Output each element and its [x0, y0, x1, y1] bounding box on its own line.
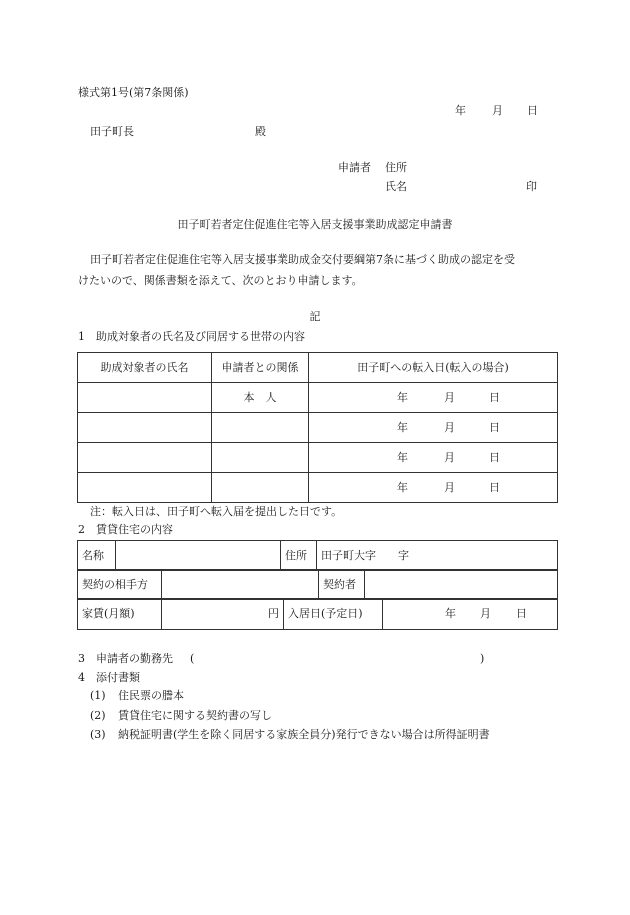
month-label: 月: [444, 450, 455, 464]
move-in-date-label: 入居日(予定日): [284, 599, 383, 630]
household-header-row: [78, 353, 558, 383]
rental-address-label: 住所: [281, 541, 317, 571]
year-label: 年: [397, 390, 408, 404]
date-day: 日: [527, 104, 538, 117]
year-label: 年: [445, 607, 456, 620]
applicant-name-label: 氏名: [385, 180, 407, 193]
table-row: [78, 413, 558, 443]
year-label: 年: [397, 420, 408, 434]
rental-table-row3: [77, 598, 558, 630]
day-label: 日: [489, 480, 500, 494]
household-table: [77, 352, 558, 503]
yen-unit: 円: [268, 607, 279, 620]
month-label: 月: [444, 390, 455, 404]
move-in-date-cell[interactable]: [309, 443, 558, 473]
move-in-date-cell[interactable]: [309, 473, 558, 503]
name-cell[interactable]: [78, 383, 212, 413]
table-row: [78, 473, 558, 503]
table-row: [78, 383, 558, 413]
ki-mark: 記: [309, 310, 321, 323]
move-in-date-cell[interactable]: [309, 413, 558, 443]
document-title: 田子町若者定住促進住宅等入居支援事業助成認定申請書: [177, 218, 453, 231]
month-label: 月: [444, 420, 455, 434]
rental-table-row2: [77, 569, 558, 600]
recipient-name: 田子町長: [90, 125, 134, 138]
attachment-num: (1): [90, 689, 106, 702]
col-header-name: 助成対象者の氏名: [78, 353, 212, 383]
employer-close-paren: ): [480, 652, 485, 665]
table-row: [78, 570, 558, 600]
move-in-note: 注：転入日は、田子町へ転入届を提出した日です。: [90, 505, 343, 518]
attachment-text: 賃貸住宅に関する契約書の写し: [118, 709, 272, 722]
col-header-relation: 申請者との関係: [212, 353, 309, 383]
year-label: 年: [397, 450, 408, 464]
rental-name-label: 名称: [78, 541, 116, 571]
relation-cell[interactable]: [212, 413, 309, 443]
body-line-1: 田子町若者定住促進住宅等入居支援事業助成金交付要綱第7条に基づく助成の認定を受: [90, 253, 515, 266]
year-label: 年: [397, 480, 408, 494]
name-cell[interactable]: [78, 443, 212, 473]
table-row: [78, 541, 558, 571]
applicant-label: 申請者: [338, 161, 371, 174]
recipient-honorific: 殿: [255, 125, 266, 138]
relation-cell: 本 人: [212, 383, 309, 413]
month-label: 月: [480, 607, 491, 620]
move-in-date-cell[interactable]: [309, 383, 558, 413]
attachments-heading: 4 添付書類: [78, 671, 140, 684]
table-row: [78, 443, 558, 473]
name-cell[interactable]: [78, 413, 212, 443]
seal-mark: 印: [526, 180, 537, 193]
relation-cell[interactable]: [212, 443, 309, 473]
col-header-move-in: 田子町への転入日(転入の場合): [309, 353, 558, 383]
rental-table-row1: [77, 540, 558, 571]
date-year: 年: [455, 104, 466, 117]
body-line-2: けたいので、関係書類を添えて、次のとおり申請します。: [78, 274, 363, 287]
table-row: [78, 599, 558, 630]
date-month: 月: [492, 104, 503, 117]
contractor-field[interactable]: [365, 570, 558, 600]
attachment-text: 納税証明書(学生を除く同居する家族全員分)発行できない場合は所得証明書: [118, 728, 490, 741]
name-cell[interactable]: [78, 473, 212, 503]
day-label: 日: [489, 450, 500, 464]
rent-label: 家賃(月額): [78, 599, 162, 630]
contractor-label: 契約者: [319, 570, 365, 600]
section2-heading: 2 賃貸住宅の内容: [78, 523, 173, 536]
applicant-address-label: 住所: [385, 161, 407, 174]
rent-field[interactable]: [162, 599, 284, 630]
move-in-date-field[interactable]: [383, 599, 558, 630]
attachment-num: (3): [90, 728, 106, 741]
rental-name-field[interactable]: [116, 541, 281, 571]
employer-open-paren: (: [190, 652, 195, 665]
day-label: 日: [516, 607, 527, 620]
employer-label: 3 申請者の勤務先: [78, 652, 173, 665]
lessor-label: 契約の相手方: [78, 570, 162, 600]
day-label: 日: [489, 420, 500, 434]
lessor-field[interactable]: [162, 570, 319, 600]
day-label: 日: [489, 390, 500, 404]
attachment-text: 住民票の謄本: [118, 689, 184, 702]
section1-heading: 1 助成対象者の氏名及び同居する世帯の内容: [78, 330, 305, 343]
rental-address-field[interactable]: 田子町大字 字: [317, 541, 558, 571]
attachment-num: (2): [90, 709, 106, 722]
month-label: 月: [444, 480, 455, 494]
relation-cell[interactable]: [212, 473, 309, 503]
form-number: 様式第1号(第7条関係): [78, 86, 189, 99]
